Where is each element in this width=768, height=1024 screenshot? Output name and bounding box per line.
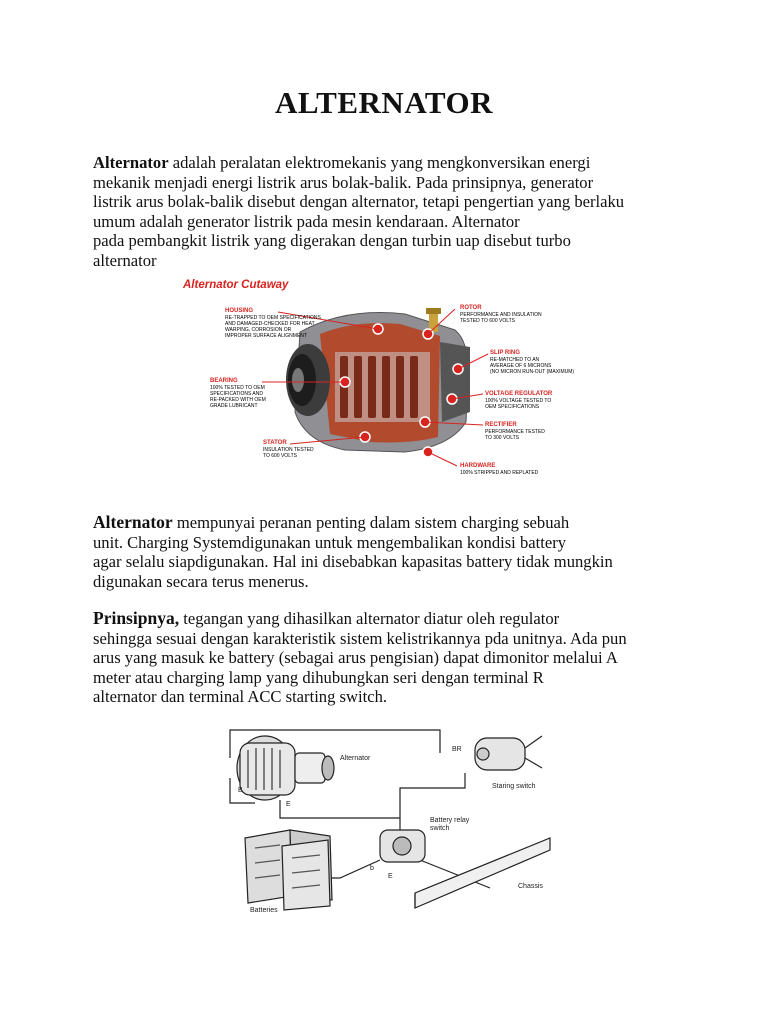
paragraph-line: alternator dan terminal ACC starting switch. — [93, 687, 388, 706]
svg-text:ROTOR: ROTOR — [460, 305, 482, 311]
svg-text:100% STRIPPED AND REPLATED: 100% STRIPPED AND REPLATED — [460, 470, 539, 476]
paragraph-line: sehingga sesuai dengan karakteristik sistem kelistrikannya pda unitnya. Ada pun — [93, 628, 627, 648]
label-battery-relay-switch: switch — [430, 825, 450, 832]
starting-switch-drawing — [475, 736, 542, 770]
svg-text:TO 300 VOLTS: TO 300 VOLTS — [485, 435, 519, 441]
svg-text:100% VOLTAGE TESTED TO: 100% VOLTAGE TESTED TO — [485, 398, 552, 404]
alternator-cutaway-figure — [170, 272, 590, 487]
paragraph-line: listrik arus bolak-balik disebut dengan alternator, tetapi pengertian yang berlaku — [93, 192, 625, 211]
batteries-drawing — [245, 830, 332, 910]
paragraph-line: umum adalah generator listrik pada mesin kendaraan. Alternator — [93, 211, 520, 231]
paragraph-lead: Alternator — [93, 153, 169, 172]
svg-text:TO 600 VOLTS: TO 600 VOLTS — [263, 453, 297, 459]
svg-text:RE-MATCHED TO AN: RE-MATCHED TO AN — [490, 357, 540, 363]
svg-text:RECTIFIER: RECTIFIER — [485, 422, 517, 428]
callout-slip-ring — [490, 350, 574, 375]
label-br: BR — [452, 746, 462, 753]
cutaway-title: Alternator Cutaway — [183, 279, 289, 291]
svg-text:PERFORMANCE AND INSULATION: PERFORMANCE AND INSULATION — [460, 312, 542, 318]
paragraph-line: alternator — [93, 250, 157, 270]
svg-text:INSULATION TESTED: INSULATION TESTED — [263, 447, 314, 453]
svg-text:IMPROPER SURFACE ALIGNMENT: IMPROPER SURFACE ALIGNMENT — [225, 333, 307, 339]
callout-rotor — [460, 305, 542, 324]
svg-text:100% TESTED TO OEM: 100% TESTED TO OEM — [210, 385, 265, 391]
label-chassis: Chassis — [518, 883, 543, 890]
paragraph-line: pada pembangkit listrik yang digerakan dengan turbin uap disebut turbo — [93, 231, 571, 250]
paragraph-intro — [93, 153, 683, 270]
label-alternator: Alternator — [340, 755, 371, 762]
callout-bearing — [210, 378, 266, 409]
paragraph-line: arus yang masuk ke battery (sebagai arus pengisian) dapat dimonitor melalui A — [93, 648, 618, 667]
svg-text:STATOR: STATOR — [263, 440, 287, 446]
label-battery-relay: Battery relay — [430, 817, 470, 824]
callout-hardware — [460, 463, 539, 476]
svg-text:HOUSING: HOUSING — [225, 308, 254, 314]
svg-text:SPECIFICATIONS AND: SPECIFICATIONS AND — [210, 391, 263, 397]
paragraph-role — [93, 513, 683, 591]
charging-wiring-diagram — [220, 718, 560, 918]
callout-voltage-regulator — [485, 391, 553, 410]
battery-relay-drawing — [380, 830, 425, 862]
label-starting-switch: Staring switch — [492, 783, 536, 790]
paragraph-principle — [93, 609, 683, 707]
svg-text:RE-TRAPPED TO OEM SPECIFICATIO: RE-TRAPPED TO OEM SPECIFICATIONS — [225, 315, 321, 321]
svg-text:OEM SPECIFICATIONS: OEM SPECIFICATIONS — [485, 404, 540, 410]
svg-text:GRADE LUBRICANT: GRADE LUBRICANT — [210, 403, 258, 409]
paragraph-line: mekanik menjadi energi listrik arus bolak-balik. Pada prinsipnya, generator — [93, 172, 594, 192]
svg-text:PERFORMANCE TESTED: PERFORMANCE TESTED — [485, 429, 545, 435]
label-terminal-b2: b — [370, 865, 374, 872]
paragraph-lead: Alternator — [93, 512, 173, 532]
paragraph-line: tegangan yang dihasilkan alternator diatur oleh regulator — [179, 609, 560, 628]
label-terminal-e2: E — [388, 873, 393, 880]
paragraph-line: agar selalu siapdigunakan. Hal ini disebabkan kapasitas battery tidak mungkin — [93, 552, 613, 571]
svg-text:RE-PACKED WITH OEM: RE-PACKED WITH OEM — [210, 397, 266, 403]
svg-text:VOLTAGE REGULATOR: VOLTAGE REGULATOR — [485, 391, 553, 397]
svg-text:WARPING, CORROSION OR: WARPING, CORROSION OR — [225, 327, 292, 333]
label-terminal-e: E — [286, 801, 291, 808]
paragraph-line: digunakan secara terus menerus. — [93, 571, 309, 591]
svg-text:TESTED TO 600 VOLTS: TESTED TO 600 VOLTS — [460, 318, 516, 324]
label-batteries: Batteries — [250, 907, 278, 914]
svg-text:SLIP RING: SLIP RING — [490, 350, 520, 356]
svg-text:AVERAGE OF 6 MICRONS: AVERAGE OF 6 MICRONS — [490, 363, 552, 369]
chassis-drawing — [415, 838, 550, 908]
paragraph-lead: Prinsipnya, — [93, 608, 180, 628]
alternator-drawing — [237, 736, 334, 800]
svg-text:BEARING: BEARING — [210, 378, 238, 384]
svg-text:HARDWARE: HARDWARE — [460, 463, 496, 469]
callout-rectifier — [485, 422, 545, 441]
svg-text:AND DAMAGED-CHECKED FOR HEAT: AND DAMAGED-CHECKED FOR HEAT — [225, 321, 315, 327]
paragraph-line: adalah peralatan elektromekanis yang mengkonversikan energi — [168, 153, 591, 172]
page-title: ALTERNATOR — [274, 85, 494, 120]
label-terminal-b: B — [238, 787, 243, 794]
paragraph-line: meter atau charging lamp yang dihubungkan seri dengan terminal R — [93, 667, 544, 687]
paragraph-line: mempunyai peranan penting dalam sistem charging sebuah — [172, 513, 570, 532]
paragraph-line: unit. Charging Systemdigunakan untuk mengembalikan kondisi battery — [93, 532, 567, 552]
svg-text:(NO MICRON RUN-OUT (MAXIMUM): (NO MICRON RUN-OUT (MAXIMUM) — [490, 369, 575, 375]
